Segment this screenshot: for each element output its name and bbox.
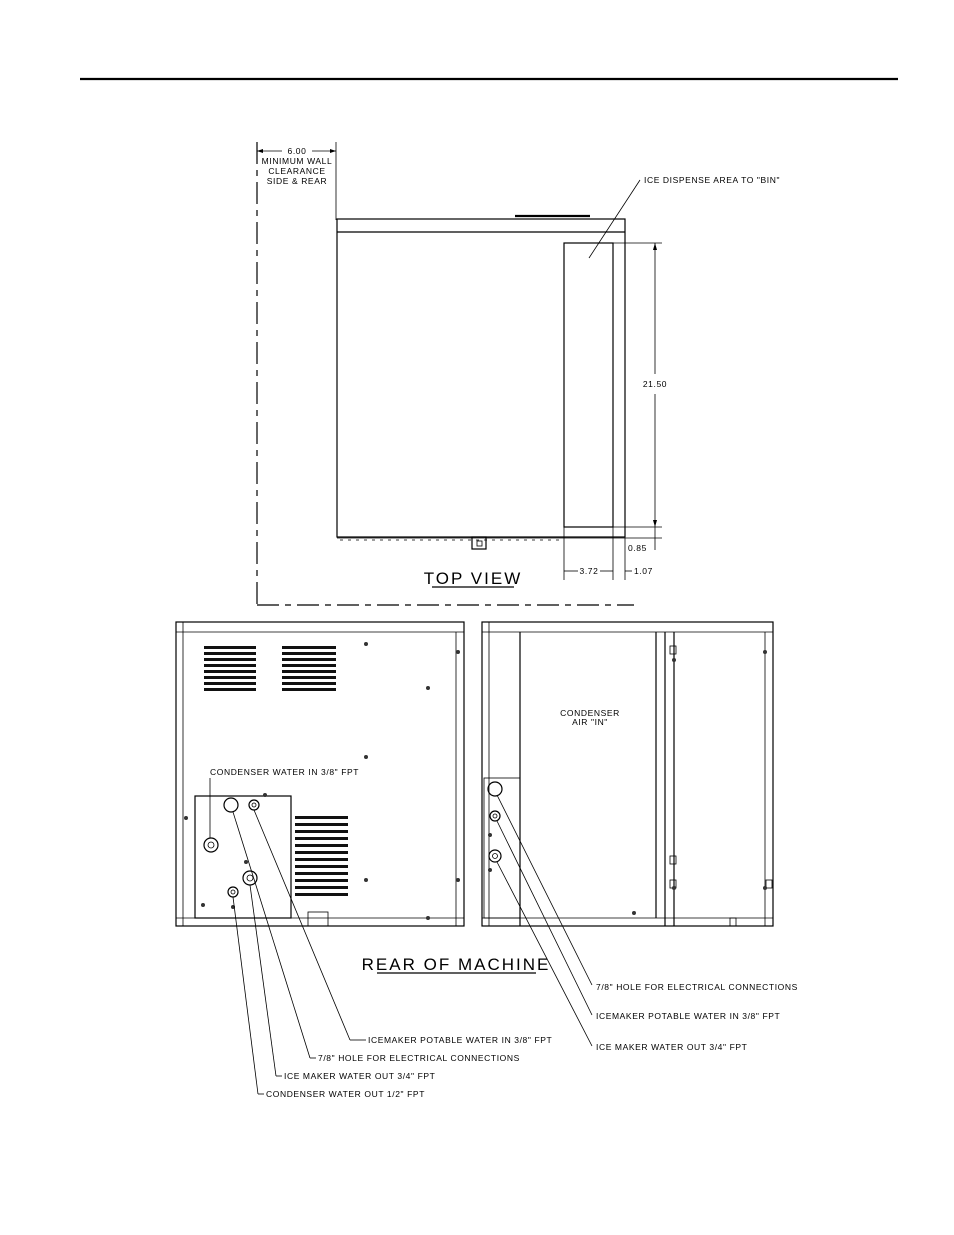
dim-side: 1.07 <box>634 566 653 576</box>
callout-electrical-hole-left: 7/8" HOLE FOR ELECTRICAL CONNECTIONS <box>318 1053 520 1063</box>
callout-icemaker-potable-right: ICEMAKER POTABLE WATER IN 3/8" FPT <box>596 1011 781 1021</box>
ice-dispense-area <box>564 243 613 527</box>
bolt-icon <box>364 755 368 759</box>
bolt-icon <box>364 878 368 882</box>
clearance-line1: MINIMUM WALL <box>261 156 333 166</box>
fitting-plate <box>195 796 291 918</box>
top-view-title: TOP VIEW <box>423 569 523 588</box>
callout-ice-maker-out-right: ICE MAKER WATER OUT 3/4" FPT <box>596 1042 748 1052</box>
arrow-icon <box>330 149 336 153</box>
potable-water-fitting-icon <box>490 811 500 821</box>
bolt-icon <box>184 816 188 820</box>
callout-condenser-out: CONDENSER WATER OUT 1/2" FPT <box>266 1089 425 1099</box>
drain-fitting <box>472 537 486 549</box>
bolt-icon <box>456 650 460 654</box>
clearance-line3: SIDE & REAR <box>266 176 328 186</box>
clearance-value: 6.00 <box>287 146 307 156</box>
condenser-air-line2: AIR "IN" <box>572 717 608 727</box>
louvre-grille-right <box>282 646 336 691</box>
drain-notch <box>308 912 328 926</box>
bolt-icon <box>763 886 767 890</box>
bolt-icon <box>763 650 767 654</box>
bolt-icon <box>201 903 205 907</box>
rear-title: REAR OF MACHINE <box>361 955 551 974</box>
potable-water-fitting-icon <box>249 800 259 810</box>
right-callouts <box>497 795 798 1052</box>
arrow-icon <box>257 149 263 153</box>
top-view <box>257 142 780 605</box>
arrow-icon <box>653 520 657 527</box>
bolt-icon <box>632 911 636 915</box>
left-callouts <box>210 767 552 1099</box>
bolt-icon <box>263 793 267 797</box>
ice-maker-out-fitting-icon <box>489 850 501 862</box>
dim-width: 3.72 <box>579 566 599 576</box>
louvre-grille-lower <box>295 816 348 896</box>
unit-top-outline <box>337 219 625 537</box>
bolt-icon <box>364 642 368 646</box>
louvre-grille-left <box>204 646 256 691</box>
bolt-icon <box>426 916 430 920</box>
condenser-air-line1: CONDENSER <box>560 708 620 718</box>
callout-condenser-water-in: CONDENSER WATER IN 3/8" FPT <box>210 767 360 777</box>
callout-icemaker-potable: ICEMAKER POTABLE WATER IN 3/8" FPT <box>368 1035 553 1045</box>
condenser-in-fitting-icon <box>204 838 218 852</box>
clearance-line2: CLEARANCE <box>268 166 326 176</box>
bolt-icon <box>488 868 492 872</box>
bolt-icon <box>244 860 248 864</box>
bolt-icon <box>426 686 430 690</box>
dim-depth: 21.50 <box>642 379 668 389</box>
callout-electrical-hole-right: 7/8" HOLE FOR ELECTRICAL CONNECTIONS <box>596 982 798 992</box>
condenser-out-fitting-icon <box>228 887 238 897</box>
dim-front: 0.85 <box>628 543 647 553</box>
dispense-label: ICE DISPENSE AREA TO "BIN" <box>644 175 781 185</box>
bolt-icon <box>672 658 676 662</box>
bolt-icon <box>456 878 460 882</box>
electrical-hole-icon <box>224 798 238 812</box>
electrical-hole-icon <box>488 782 502 796</box>
arrow-icon <box>653 243 657 250</box>
callout-ice-maker-out-left: ICE MAKER WATER OUT 3/4" FPT <box>284 1071 436 1081</box>
bolt-icon <box>672 886 676 890</box>
bolt-icon <box>488 833 492 837</box>
